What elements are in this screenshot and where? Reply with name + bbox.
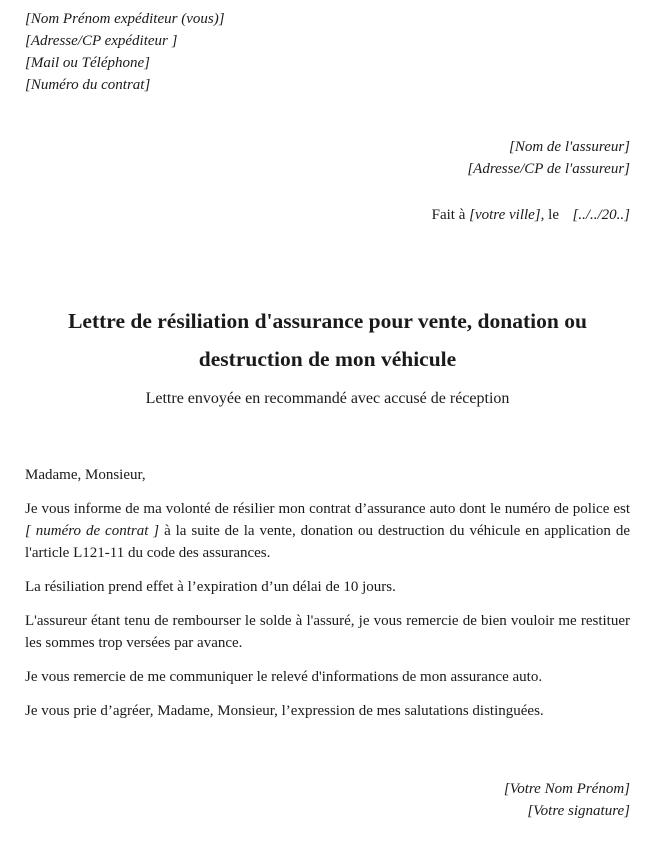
body-paragraph-2: La résiliation prend effet à l’expiration d’un délai de 10 jours. [25,579,396,595]
body-paragraph-5: Je vous prie d’agréer, Madame, Monsieur, l’expression de mes salutations distinguées. [25,703,544,719]
signature-sign-placeholder: [Votre signature] [527,803,630,819]
dateline-city-placeholder: [votre ville], [469,207,545,223]
dateline-prefix: Fait à [431,207,466,223]
sender-contract-line: [Numéro du contrat] [25,77,151,93]
signature-name-placeholder: [Votre Nom Prénom] [503,781,630,797]
dateline-le: le [548,207,559,223]
body-paragraph-3: L'assureur étant tenu de rembourser le solde à l'assuré, je vous remercie de bien vouloir me restituer les sommes trop versées par avance. [25,613,630,651]
body-paragraph-1 [25,498,630,564]
sender-address-line: [Adresse/CP expéditeur ] [25,33,178,49]
place-and-date-line [25,204,630,226]
paragraph-1-text-before: Je vous informe de ma volonté de résilier mon contrat d’assurance auto dont le numéro de police est [25,501,630,517]
insurer-address-block [25,136,630,180]
insurer-name-line: [Nom de l'assureur] [509,139,630,155]
sender-address-block [25,8,630,96]
letter-subtitle: Lettre envoyée en recommandé avec accusé de réception [145,390,510,407]
contract-number-placeholder: [ numéro de contrat ] [25,523,160,539]
salutation: Madame, Monsieur, [25,467,146,483]
letter-title: Lettre de résiliation d'assurance pour vente, donation ou destruction de mon véhicule [68,309,587,371]
sender-name-line: [Nom Prénom expéditeur (vous)] [25,11,225,27]
dateline-date-placeholder: [../../20..] [572,207,630,223]
signature-block [25,778,630,822]
sender-contact-line: [Mail ou Téléphone] [25,55,150,71]
letter-body [25,464,630,722]
paragraph-1-text-after: à la suite de la vente, donation ou destruction du véhicule en application de l'article L121-11 du code des assurances. [25,523,630,561]
body-paragraph-4: Je vous remercie de me communiquer le relevé d'informations de mon assurance auto. [25,669,543,685]
insurer-address-line: [Adresse/CP de l'assureur] [467,161,630,177]
